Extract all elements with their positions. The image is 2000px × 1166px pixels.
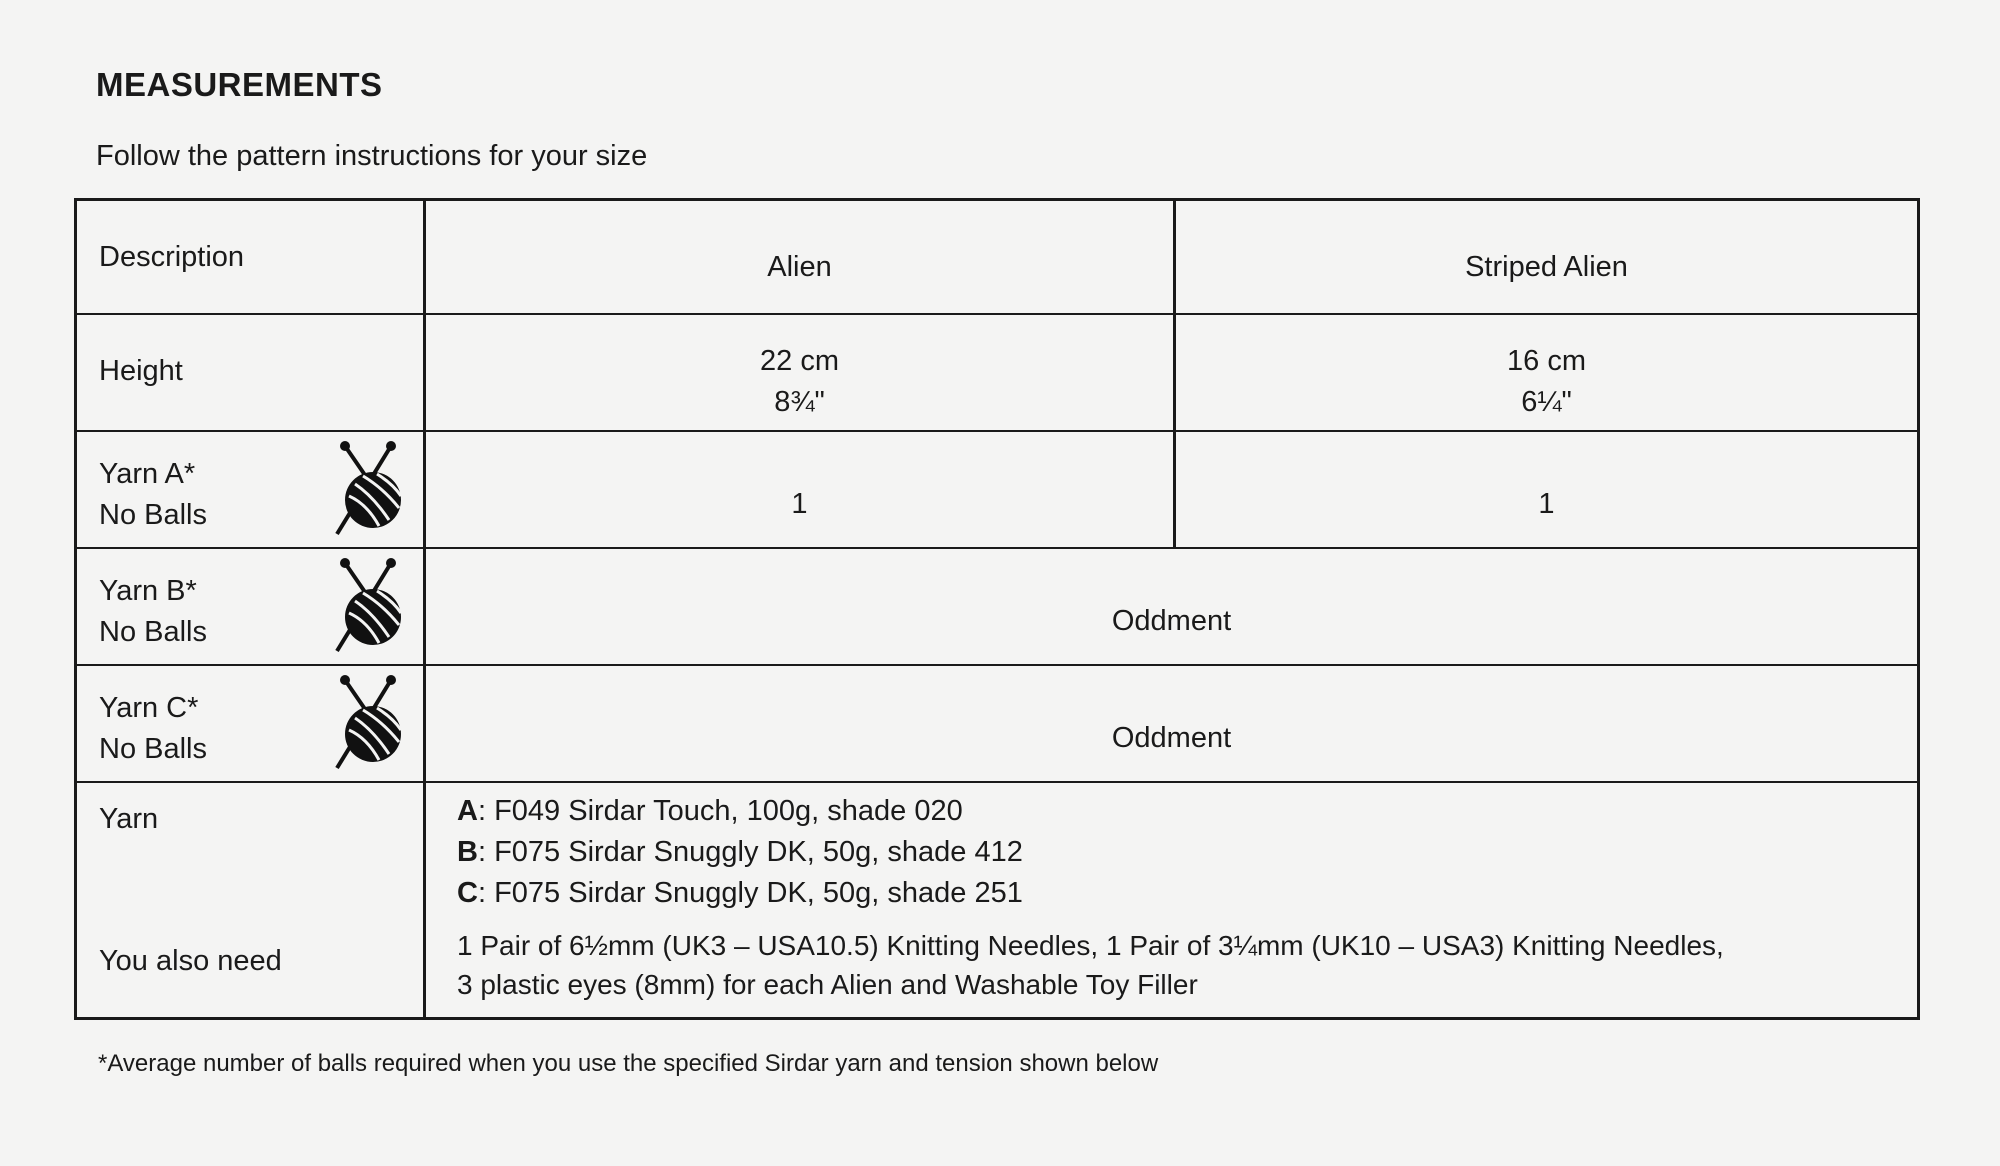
yarn-ball-knitting-needles-icon <box>333 555 405 655</box>
yarn-ball-knitting-needles-icon <box>333 672 405 772</box>
yarn-line-c: C: F075 Sirdar Snuggly DK, 50g, shade 251 <box>457 877 1023 909</box>
row-divider <box>77 313 1917 315</box>
row-divider <box>77 664 1917 666</box>
measurements-table <box>74 198 1920 1020</box>
yarn-ball-knitting-needles-icon <box>333 438 405 538</box>
footnote: *Average number of balls required when you use the specified Sirdar yarn and tension shown below <box>98 1050 1159 1077</box>
yarn-label: Yarn <box>99 803 159 835</box>
height-striped-cm: 16 cm <box>1507 345 1586 377</box>
height-striped-in: 6¼" <box>1521 386 1572 418</box>
yarn-c-label: Yarn C* <box>99 692 199 724</box>
height-alien-in: 8¾" <box>774 386 825 418</box>
row-divider <box>77 430 1917 432</box>
yarn-c-value: Oddment <box>1111 722 1232 754</box>
page-title: MEASUREMENTS <box>96 66 383 103</box>
yarn-a-balls-label: No Balls <box>99 499 207 531</box>
page-subtitle: Follow the pattern instructions for your size <box>96 140 648 172</box>
yarn-line-a: A: F049 Sirdar Touch, 100g, shade 020 <box>457 795 963 827</box>
height-alien-cm: 22 cm <box>760 345 839 377</box>
yarn-b-label: Yarn B* <box>99 575 197 607</box>
also-need-label: You also need <box>99 945 282 977</box>
header-alien: Alien <box>767 251 832 283</box>
yarn-a-label: Yarn A* <box>99 458 196 490</box>
yarn-line-b: B: F075 Sirdar Snuggly DK, 50g, shade 412 <box>457 836 1023 868</box>
height-label: Height <box>99 355 183 387</box>
row-divider <box>77 547 1917 549</box>
header-striped-alien: Striped Alien <box>1465 251 1628 283</box>
yarn-a-alien-value: 1 <box>791 488 808 520</box>
also-need-line-1: 1 Pair of 6½mm (UK3 – USA10.5) Knitting Needles, 1 Pair of 3¼mm (UK10 – USA3) Knitting Needles, <box>457 930 1724 961</box>
yarn-b-balls-label: No Balls <box>99 616 207 648</box>
yarn-b-value: Oddment <box>1111 605 1232 637</box>
yarn-c-balls-label: No Balls <box>99 733 207 765</box>
yarn-a-striped-value: 1 <box>1538 488 1555 520</box>
row-divider <box>77 781 1917 783</box>
also-need-line-2: 3 plastic eyes (8mm) for each Alien and Washable Toy Filler <box>457 969 1198 1000</box>
header-description: Description <box>99 241 245 273</box>
